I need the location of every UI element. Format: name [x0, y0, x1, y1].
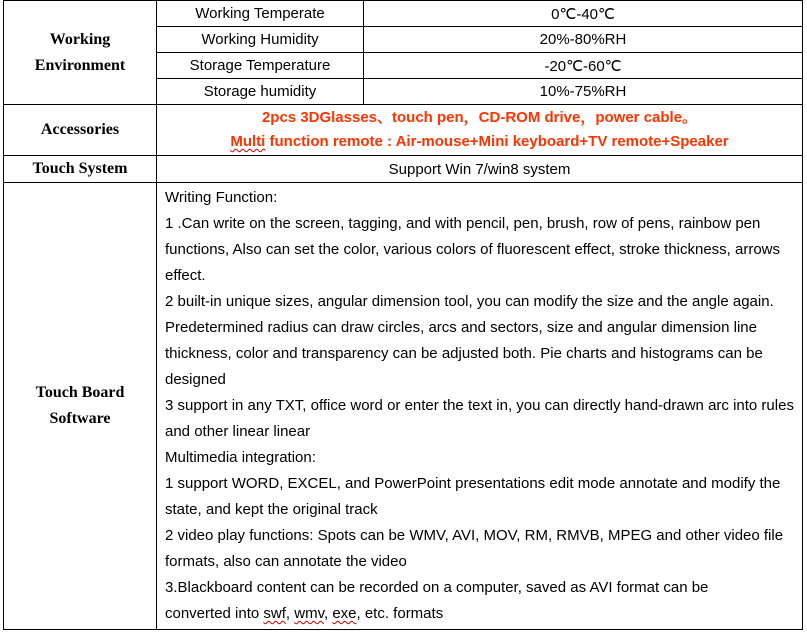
category-working-environment: [4, 1, 157, 105]
last-line-start: converted into: [165, 605, 264, 622]
category-software-line1: Touch Board: [35, 384, 125, 401]
software-line: 1 support WORD, EXCEL, and PowerPoint presentations edit mode annotate and modify the state, and kept the original track: [165, 475, 781, 518]
software-line: 3 support in any TXT, office word or enter the text in, you can directly hand-drawn arc into rules and other linear linear: [165, 397, 794, 440]
software-description: [157, 183, 803, 630]
accessories-line2-start: Multi: [230, 133, 266, 150]
word-swf: swf: [263, 605, 286, 622]
category-touch-system: Touch System: [4, 156, 157, 183]
category-software-line2: Software: [49, 410, 111, 427]
label-working-humidity: Working Humidity: [157, 27, 364, 53]
software-line: 1 .Can write on the screen, tagging, and with pencil, pen, brush, row of pens, rainbow pen functions, Also can set the color, various colors of fluorescent effect, stroke thickness, arrows effect.: [165, 215, 781, 284]
software-line: 3.Blackboard content can be recorded on a computer, saved as AVI format can be: [165, 579, 709, 596]
value-working-humidity: 20%-80%RH: [364, 27, 803, 53]
accessories-line2-rest: function remote : Air-mouse+Mini keyboard+TV remote+Speaker: [265, 133, 729, 150]
spec-table: [3, 0, 803, 630]
value-storage-temperature: -20℃-60℃: [364, 53, 803, 79]
last-line-end: , etc. formats: [356, 605, 444, 622]
accessories-line2: [157, 130, 802, 154]
word-wmv: wmv: [294, 605, 324, 622]
accessories-line1: 2pcs 3DGlasses、touch pen，CD-ROM drive，power cable。: [261, 109, 698, 126]
accessories-value: [157, 105, 803, 156]
value-storage-humidity: 10%-75%RH: [364, 79, 803, 105]
category-touch-board-software: [4, 183, 157, 630]
software-line: Multimedia integration:: [165, 449, 316, 466]
touch-system-value: Support Win 7/win8 system: [157, 156, 803, 183]
word-exe: exe: [332, 605, 357, 622]
category-accessories: Accessories: [4, 105, 157, 156]
label-storage-temperature: Storage Temperature: [157, 53, 364, 79]
category-working-line1: Working: [49, 30, 111, 48]
label-storage-humidity: Storage humidity: [157, 79, 364, 105]
row-working-temperate: [4, 1, 803, 27]
value-working-temperate: 0℃-40℃: [364, 1, 803, 27]
last-line-sep2: ,: [323, 605, 333, 622]
category-working-line2: Environment: [34, 56, 126, 74]
row-touch-board-software: [4, 183, 803, 630]
row-touch-system: [4, 156, 803, 183]
row-accessories: [4, 105, 803, 156]
software-line: 2 built-in unique sizes, angular dimension tool, you can modify the size and the angle again. Predetermined radius can draw circles, arcs and sectors, size and angular dimension line thickness, color and transparency can be adjusted both. Pie charts and histograms can be designed: [165, 293, 774, 388]
label-working-temperate: Working Temperate: [157, 1, 364, 27]
software-line-last: [165, 601, 796, 627]
software-line: Writing Function:: [165, 189, 278, 206]
software-line: 2 video play functions: Spots can be WMV, AVI, MOV, RM, RMVB, MPEG and other video file formats, also can annotate the video: [165, 527, 784, 570]
last-line-sep1: ,: [285, 605, 295, 622]
